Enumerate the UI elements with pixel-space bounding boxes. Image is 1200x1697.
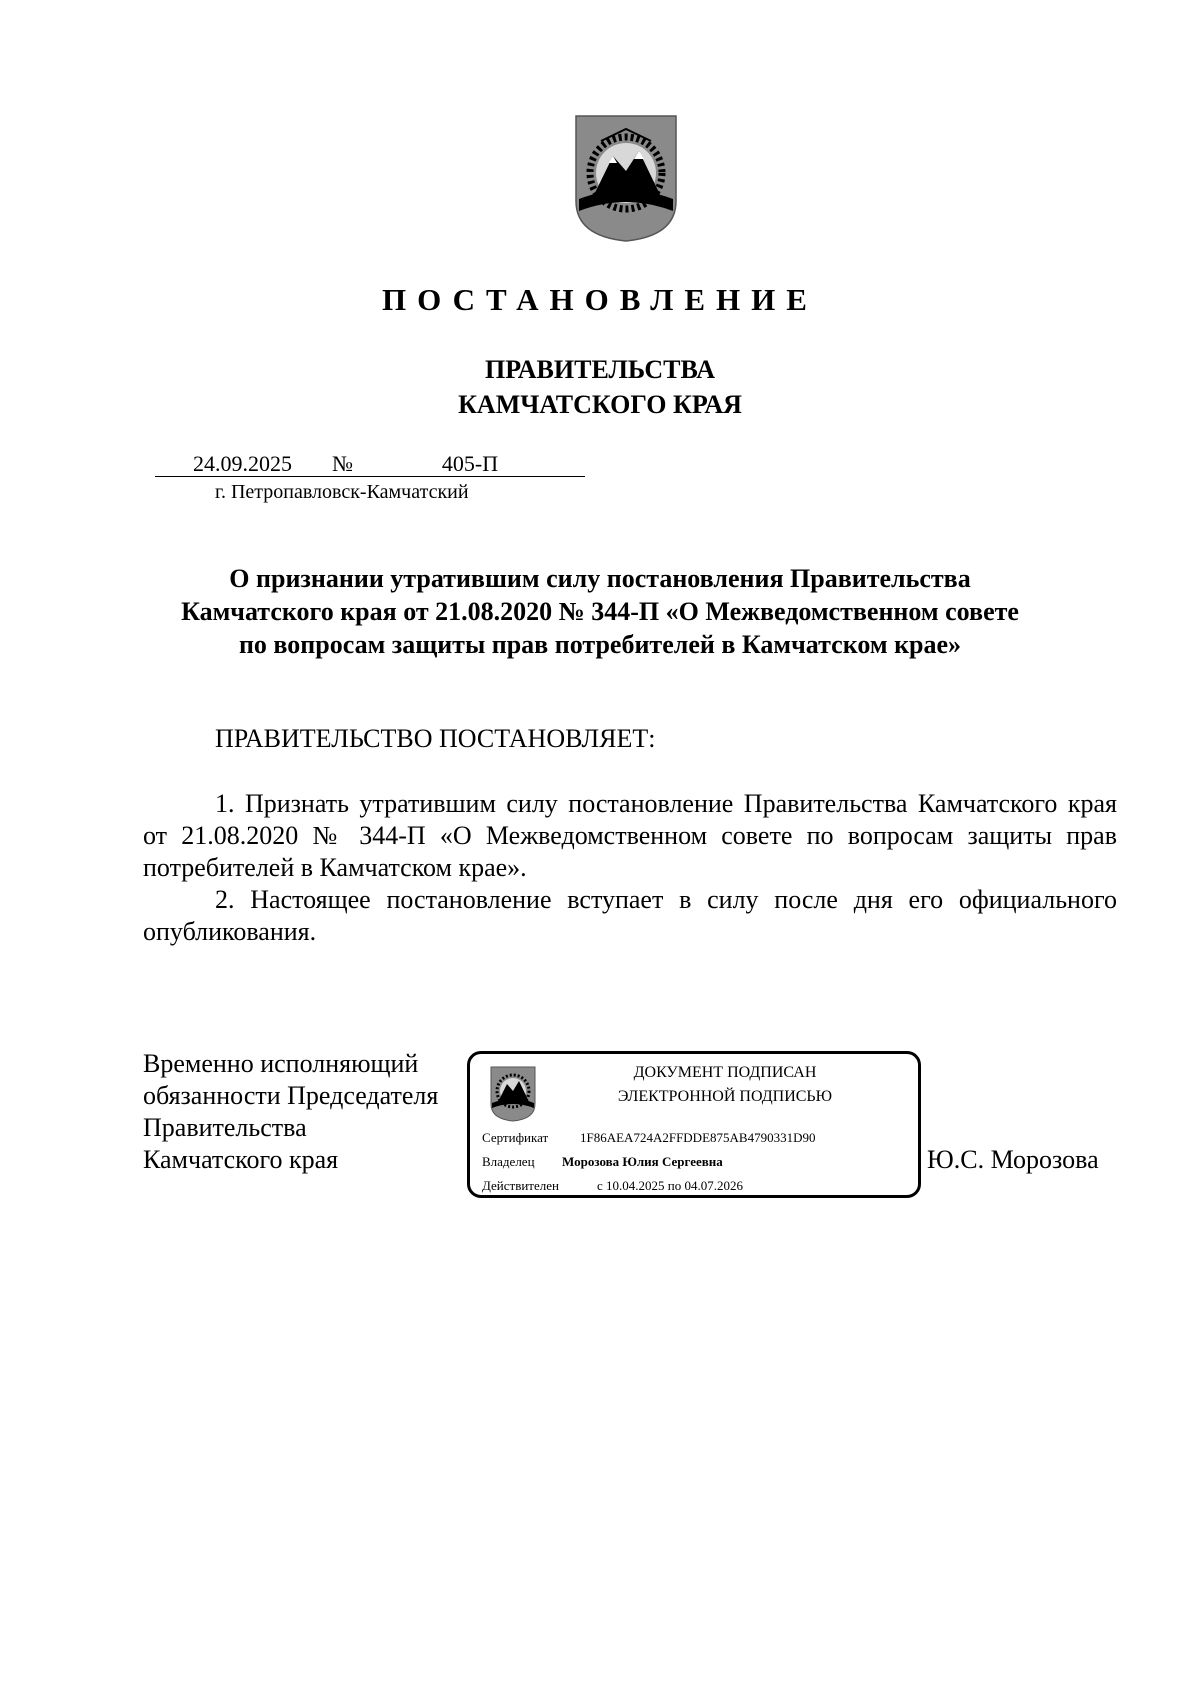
document-body xyxy=(143,788,1117,948)
subject-line: О признании утратившим силу постановления Правительства xyxy=(229,564,971,593)
validity-value: с 10.04.2025 по 04.07.2026 xyxy=(597,1178,743,1193)
owner-label: Владелец xyxy=(482,1154,535,1169)
coat-of-arms xyxy=(571,111,681,243)
certificate-label: Сертификат xyxy=(482,1130,549,1145)
position-line: Временно исполняющий xyxy=(143,1049,419,1078)
body-item-1: 1. Признать утратившим силу постановление Правительства Камчатского края от 21.08.2020 № 344-П «О Межведомственном совете по вопросам защиты прав потребителей в Камчатском крае». xyxy=(143,789,1117,882)
stamp-coat-of-arms-icon xyxy=(488,1064,538,1122)
position-line: обязанности Председателя xyxy=(143,1081,439,1110)
signatory-position xyxy=(143,1048,438,1176)
position-line: Камчатского края xyxy=(143,1145,339,1174)
position-line: Правительства xyxy=(143,1113,307,1142)
authority-line: ПРАВИТЕЛЬСТВА xyxy=(485,355,715,384)
stamp-validity-row xyxy=(482,1178,743,1194)
document-number: 405-П xyxy=(355,451,585,477)
subject-line: Камчатского края от 21.08.2020 № 344-П «О Межведомственном совете xyxy=(181,597,1019,626)
registration-line xyxy=(155,450,585,478)
stamp-owner-row xyxy=(482,1154,723,1170)
certificate-value: 1F86AEA724A2FFDDE875AB4790331D90 xyxy=(580,1130,816,1145)
stamp-certificate-row xyxy=(482,1130,815,1146)
document-type: ПОСТАНОВЛЕНИЕ xyxy=(382,282,818,317)
authority-line: КАМЧАТСКОГО КРАЯ xyxy=(458,390,742,419)
decree-statement: ПРАВИТЕЛЬСТВО ПОСТАНОВЛЯЕТ: xyxy=(215,724,656,753)
document-subject xyxy=(130,562,1070,661)
stamp-title-line: ДОКУМЕНТ ПОДПИСАН xyxy=(633,1064,817,1081)
signatory-name: Ю.С. Морозова xyxy=(927,1145,1099,1174)
stamp-title-line: ЭЛЕКТРОННОЙ ПОДПИСЬЮ xyxy=(617,1088,833,1105)
owner-value: Морозова Юлия Сергеевна xyxy=(562,1154,723,1169)
electronic-signature-stamp xyxy=(467,1051,921,1198)
body-item-2: 2. Настоящее постановление вступает в силу после дня его официального опубликования. xyxy=(143,885,1117,946)
issuing-authority xyxy=(0,352,1200,422)
document-place: г. Петропавловск-Камчатский xyxy=(215,481,469,503)
number-sign: № xyxy=(332,451,353,476)
document-date: 24.09.2025 xyxy=(155,451,330,477)
subject-line: по вопросам защиты прав потребителей в Камчатском крае» xyxy=(238,630,962,659)
stamp-title xyxy=(580,1061,870,1109)
validity-label: Действителен xyxy=(482,1178,559,1193)
